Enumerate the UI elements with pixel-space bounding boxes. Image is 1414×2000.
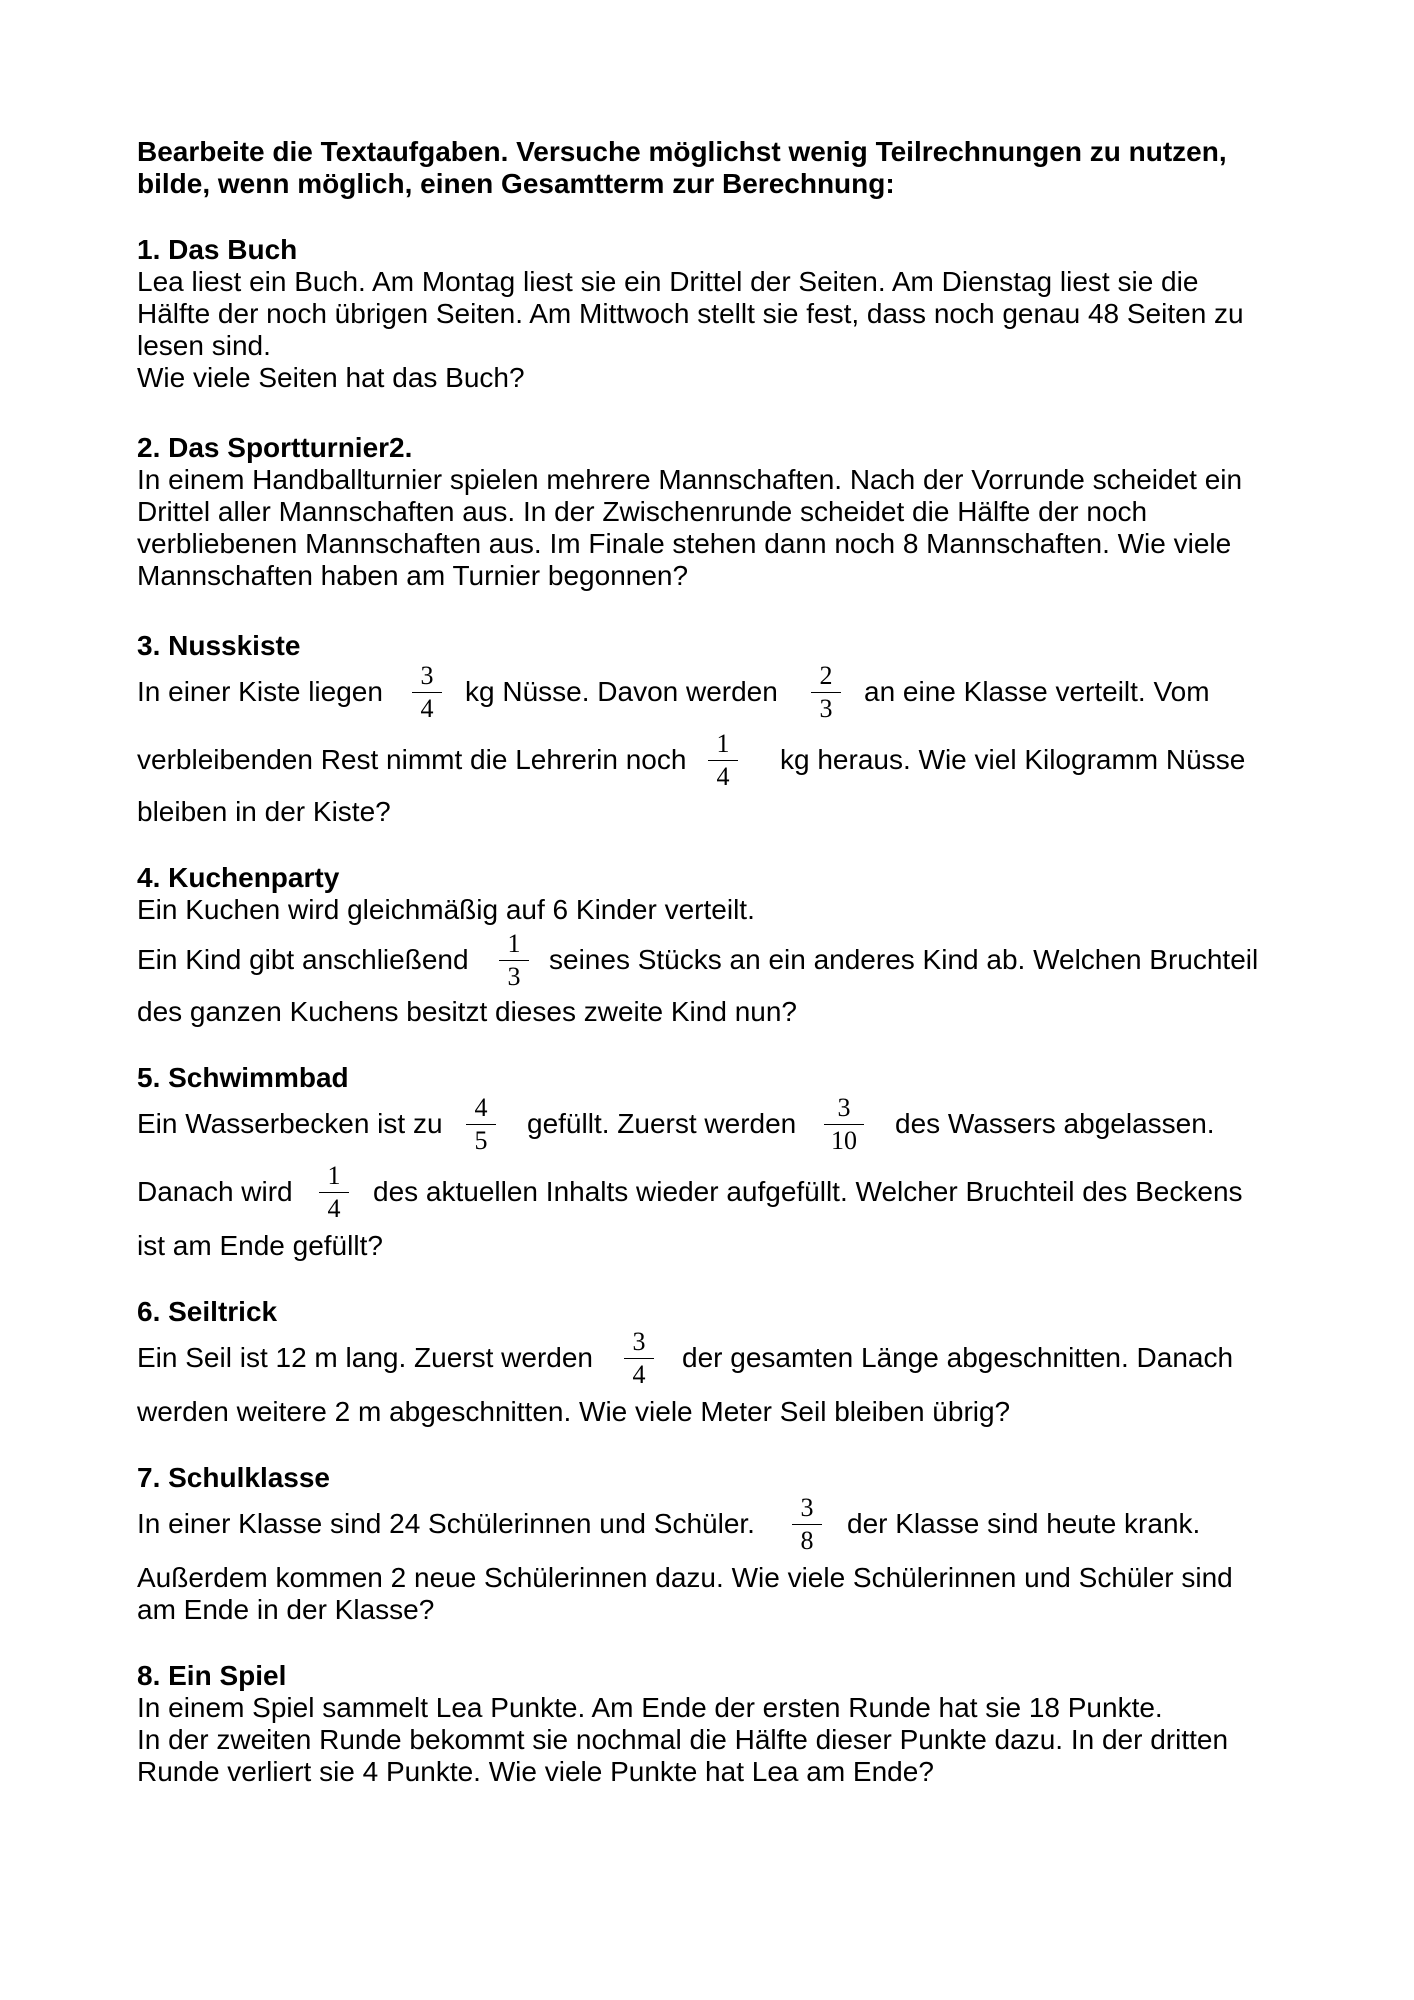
task-7-row-1 xyxy=(137,1494,1287,1554)
fraction xyxy=(824,1094,864,1155)
fraction-numerator: 3 xyxy=(412,662,442,693)
fraction xyxy=(499,930,529,991)
fraction-numerator: 3 xyxy=(792,1494,822,1525)
fraction-numerator: 2 xyxy=(811,662,841,693)
task-4-row-2 xyxy=(137,930,1287,990)
task-text-line: Mannschaften haben am Turnier begonnen? xyxy=(137,560,689,591)
task-text-line: Wie viele Seiten hat das Buch? xyxy=(137,362,525,393)
fraction-denominator: 3 xyxy=(507,962,521,991)
task-text: des aktuellen Inhalts wieder aufgefüllt. Welcher Bruchteil des Beckens xyxy=(373,1176,1243,1207)
fraction-numerator: 1 xyxy=(708,730,738,761)
task-text: In einer Kiste liegen xyxy=(137,676,383,707)
task-text-line: lesen sind. xyxy=(137,330,271,361)
task-text-line: am Ende in der Klasse? xyxy=(137,1594,435,1625)
fraction xyxy=(792,1494,822,1555)
fraction-numerator: 3 xyxy=(624,1328,654,1359)
task-text: gefüllt. Zuerst werden xyxy=(527,1108,797,1139)
fraction-denominator: 8 xyxy=(800,1526,814,1555)
task-text-line: verbliebenen Mannschaften aus. Im Finale stehen dann noch 8 Mannschaften. Wie viele xyxy=(137,528,1232,559)
task-text: der Klasse sind heute krank. xyxy=(847,1508,1201,1539)
task-text-line: Runde verliert sie 4 Punkte. Wie viele Punkte hat Lea am Ende? xyxy=(137,1756,934,1787)
fraction-numerator: 3 xyxy=(824,1094,864,1125)
fraction-denominator: 4 xyxy=(327,1194,341,1223)
task-text-line: Hälfte der noch übrigen Seiten. Am Mittwoch stellt sie fest, dass noch genau 48 Seiten zu xyxy=(137,298,1244,329)
task-text: des Wassers abgelassen. xyxy=(895,1108,1215,1139)
task-3-row-1 xyxy=(137,662,1287,722)
fraction-denominator: 4 xyxy=(420,694,434,723)
task-title: 1. Das Buch xyxy=(137,234,298,265)
task-text: des ganzen Kuchens besitzt dieses zweite Kind nun? xyxy=(137,996,797,1027)
task-text-line: In der zweiten Runde bekommt sie nochmal die Hälfte dieser Punkte dazu. In der dritten xyxy=(137,1724,1229,1755)
task-text: Ein Kind gibt anschließend xyxy=(137,944,469,975)
task-text: bleiben in der Kiste? xyxy=(137,796,391,827)
task-text-line: In einem Spiel sammelt Lea Punkte. Am Ende der ersten Runde hat sie 18 Punkte. xyxy=(137,1692,1163,1723)
fraction-denominator: 4 xyxy=(716,762,730,791)
fraction-denominator: 4 xyxy=(632,1360,646,1389)
fraction xyxy=(412,662,442,723)
task-5-row-1 xyxy=(137,1094,1287,1154)
fraction-numerator: 4 xyxy=(466,1094,496,1125)
task-text: kg heraus. Wie viel Kilogramm Nüsse xyxy=(780,744,1246,775)
task-text: an eine Klasse verteilt. Vom xyxy=(864,676,1210,707)
task-text: kg Nüsse. Davon werden xyxy=(465,676,778,707)
fraction xyxy=(708,730,738,791)
task-text: ist am Ende gefüllt? xyxy=(137,1230,383,1261)
task-text-line: In einem Handballturnier spielen mehrere Mannschaften. Nach der Vorrunde scheidet ein xyxy=(137,464,1243,495)
task-3-title: 3. Nusskiste xyxy=(137,630,301,661)
fraction xyxy=(811,662,841,723)
task-title: 2. Das Sportturnier2. xyxy=(137,432,413,463)
fraction-denominator: 10 xyxy=(831,1126,857,1155)
fraction-denominator: 3 xyxy=(819,694,833,723)
task-text: Ein Seil ist 12 m lang. Zuerst werden xyxy=(137,1342,593,1373)
task-1 xyxy=(137,234,1287,394)
task-8 xyxy=(137,1660,1287,1788)
task-7-title: 7. Schulklasse xyxy=(137,1462,331,1493)
task-text-block xyxy=(137,1562,1287,1626)
fraction-numerator: 1 xyxy=(499,930,529,961)
task-text: Ein Wasserbecken ist zu xyxy=(137,1108,443,1139)
task-text: Ein Kuchen wird gleichmäßig auf 6 Kinder verteilt. xyxy=(137,894,755,925)
task-text: verbleibenden Rest nimmt die Lehrerin noch xyxy=(137,744,687,775)
task-4-title: 4. Kuchenparty xyxy=(137,862,340,893)
task-text-line: Drittel aller Mannschaften aus. In der Zwischenrunde scheidet die Hälfte der noch xyxy=(137,496,1148,527)
task-2 xyxy=(137,432,1287,592)
fraction xyxy=(319,1162,349,1223)
task-6-row-1 xyxy=(137,1328,1287,1388)
task-text-line: Lea liest ein Buch. Am Montag liest sie ein Drittel der Seiten. Am Dienstag liest sie die xyxy=(137,266,1199,297)
task-title: 8. Ein Spiel xyxy=(137,1660,287,1691)
instructions xyxy=(137,136,1287,200)
fraction xyxy=(624,1328,654,1389)
fraction-denominator: 5 xyxy=(474,1126,488,1155)
task-text: seines Stücks an ein anderes Kind ab. Welchen Bruchteil xyxy=(549,944,1259,975)
task-text: werden weitere 2 m abgeschnitten. Wie viele Meter Seil bleiben übrig? xyxy=(137,1396,1011,1427)
task-text-line: Außerdem kommen 2 neue Schülerinnen dazu. Wie viele Schülerinnen und Schüler sind xyxy=(137,1562,1233,1593)
task-6-title: 6. Seiltrick xyxy=(137,1296,278,1327)
instructions-line-1: Bearbeite die Textaufgaben. Versuche möglichst wenig Teilrechnungen zu nutzen, xyxy=(137,136,1227,167)
task-text: der gesamten Länge abgeschnitten. Danach xyxy=(682,1342,1234,1373)
instructions-line-2: bilde, wenn möglich, einen Gesamtterm zur Berechnung: xyxy=(137,168,895,199)
task-3-row-2 xyxy=(137,730,1287,790)
fraction-numerator: 1 xyxy=(319,1162,349,1193)
task-5-row-2 xyxy=(137,1162,1287,1222)
task-text: In einer Klasse sind 24 Schülerinnen und Schüler. xyxy=(137,1508,755,1539)
fraction xyxy=(466,1094,496,1155)
task-5-title: 5. Schwimmbad xyxy=(137,1062,349,1093)
task-text: Danach wird xyxy=(137,1176,293,1207)
